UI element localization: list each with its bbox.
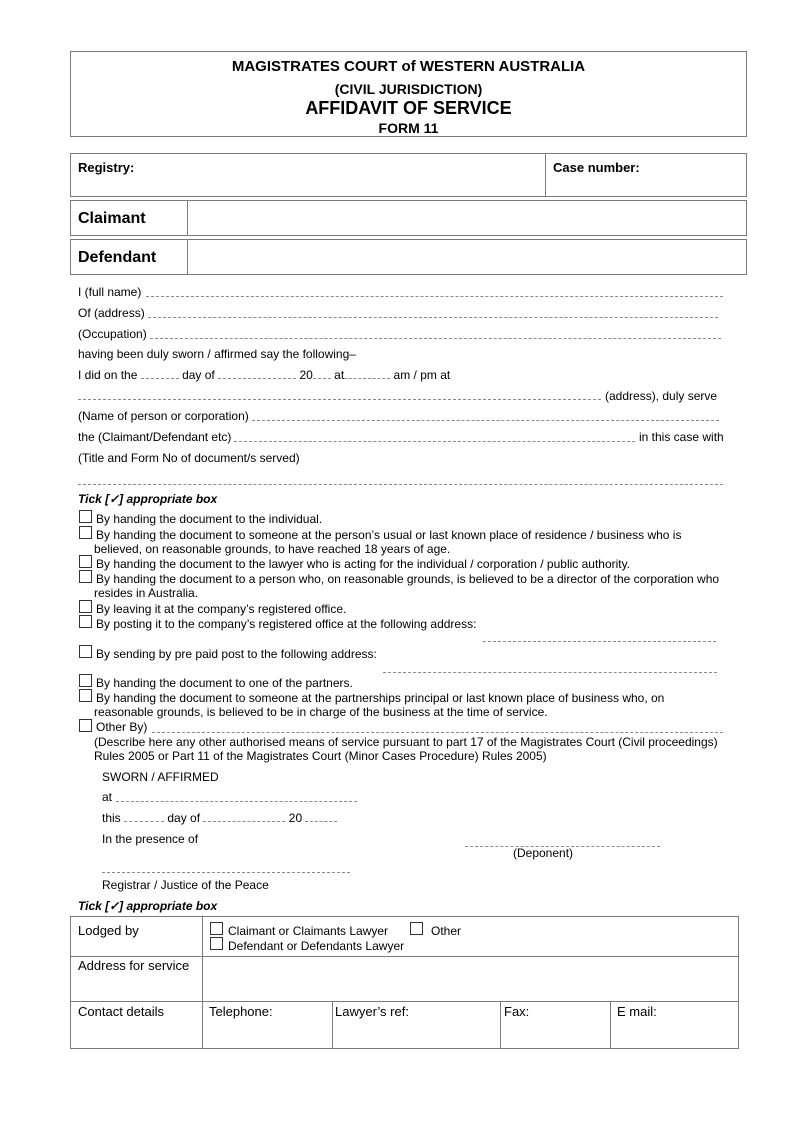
email-field[interactable] — [612, 1019, 737, 1047]
contact-details-label: Contact details — [78, 1004, 164, 1019]
did-on-the-text: I did on the — [78, 368, 138, 382]
party-label: the (Claimant/Defendant etc) — [78, 430, 232, 444]
service-year-field[interactable] — [313, 369, 331, 379]
full-name-field[interactable] — [146, 286, 723, 297]
registered-office-address-field[interactable] — [483, 631, 716, 642]
method-checkbox-6[interactable] — [79, 615, 92, 628]
person-name-field[interactable] — [252, 410, 719, 421]
prepaid-post-address-field[interactable] — [383, 662, 717, 673]
fax-label: Fax: — [504, 1004, 530, 1019]
case-number-label: Case number: — [553, 160, 640, 175]
address-for-service-label: Address for service — [78, 958, 190, 973]
claimant-box — [70, 200, 747, 236]
service-time-field[interactable] — [344, 369, 390, 379]
method-label-9: By handing the document to someone at the partnerships principal or last known place of business who, on — [96, 691, 665, 705]
year-prefix: 20 — [299, 368, 313, 382]
lodged-by-label: Lodged by — [78, 923, 139, 938]
method-label-8: By handing the document to one of the partners. — [96, 676, 353, 690]
defendant-lawyer-label: Defendant or Defendants Lawyer — [228, 939, 405, 953]
method-label-1: By handing the document to the individual. — [96, 512, 323, 526]
at-text: at — [334, 368, 345, 382]
method-checkbox-1[interactable] — [79, 510, 92, 523]
jurat-date-line — [102, 811, 337, 825]
party-field[interactable] — [234, 431, 635, 442]
fax-field[interactable] — [502, 1019, 609, 1047]
full-name-label: I (full name) — [78, 285, 142, 299]
method-label-4: By handing the document to a person who, on reasonable grounds, is believed to be a director of the corporation who — [96, 572, 720, 586]
method-label-7: By sending by pre paid post to the following address: — [96, 647, 377, 661]
jurat-day-field[interactable] — [124, 812, 164, 822]
jurat-month-field[interactable] — [203, 812, 285, 822]
address-label: Of (address) — [78, 306, 145, 320]
method-checkbox-9[interactable] — [79, 689, 92, 702]
defendant-lawyer-checkbox[interactable] — [210, 937, 223, 950]
method-checkbox-4[interactable] — [79, 570, 92, 583]
jurat-year-prefix: 20 — [288, 811, 303, 825]
lawyers-ref-label: Lawyer’s ref: — [335, 1004, 409, 1019]
occupation-label: (Occupation) — [78, 327, 147, 341]
method-label-other: Other By) — [96, 720, 148, 734]
other-method-field[interactable] — [152, 722, 723, 733]
registry-label: Registry: — [78, 160, 135, 175]
deponent-label: (Deponent) — [513, 846, 574, 860]
claimant-lawyer-checkbox[interactable] — [210, 922, 223, 935]
defendant-box — [70, 239, 747, 275]
jurat-year-field[interactable] — [305, 812, 337, 822]
in-this-case-with-text: in this case with — [639, 430, 724, 444]
claimant-label: Claimant — [78, 210, 146, 227]
address-for-service-field[interactable] — [204, 958, 738, 1000]
jurat-day-of-text: day of — [167, 811, 201, 825]
address-field[interactable] — [148, 307, 718, 318]
defendant-label: Defendant — [78, 249, 157, 266]
service-address-field[interactable] — [78, 389, 601, 400]
telephone-field[interactable] — [204, 1019, 331, 1047]
address-duly-serve-text: (address), duly serve — [605, 389, 718, 403]
am-pm-text: am / pm at — [393, 368, 451, 382]
method-label-2: By handing the document to someone at the person’s usual or last known place of residence / business who is — [96, 528, 682, 542]
other-note-line2: Rules 2005 or Part 11 of the Magistrates Court (Minor Cases Procedure) Rules 2005) — [94, 749, 547, 763]
telephone-label: Telephone: — [209, 1004, 273, 1019]
form-number: FORM 11 — [378, 120, 439, 136]
email-label: E mail: — [617, 1004, 657, 1019]
day-of-text: day of — [182, 368, 215, 382]
other-checkbox[interactable] — [410, 922, 423, 935]
defendant-field[interactable] — [189, 240, 746, 274]
document-title-field[interactable] — [78, 474, 723, 485]
method-checkbox-8[interactable] — [79, 674, 92, 687]
method-label-5: By leaving it at the company’s registered office. — [96, 602, 347, 616]
method-checkbox-7[interactable] — [79, 645, 92, 658]
court-name: MAGISTRATES COURT of WESTERN AUSTRALIA — [231, 58, 586, 75]
registry-case-box — [70, 153, 747, 197]
lodgement-tick-heading: Tick [✓] appropriate box — [78, 899, 218, 913]
form-title: AFFIDAVIT OF SERVICE — [305, 98, 512, 118]
lawyers-ref-field[interactable] — [334, 1019, 499, 1047]
registrar-label: Registrar / Justice of the Peace — [102, 878, 269, 892]
method-checkbox-5[interactable] — [79, 600, 92, 613]
case-number-field[interactable] — [553, 176, 743, 196]
method-label-2-cont: believed, on reasonable grounds, to have reached 18 years of age. — [94, 542, 451, 556]
tick-heading: Tick [✓] appropriate box — [78, 492, 218, 506]
service-date-line — [78, 368, 450, 382]
document-title-label: (Title and Form No of document/s served) — [78, 451, 300, 465]
method-label-6: By posting it to the company’s registered office at the following address: — [96, 617, 477, 631]
jurisdiction: (CIVIL JURISDICTION) — [334, 81, 483, 97]
form-header — [70, 51, 747, 137]
method-label-3: By handing the document to the lawyer who is acting for the individual / corporation / public authority. — [96, 557, 631, 571]
person-name-label: (Name of person or corporation) — [78, 409, 249, 423]
jurat-place-field[interactable] — [116, 791, 357, 802]
method-checkbox-3[interactable] — [79, 555, 92, 568]
sworn-statement: having been duly sworn / affirmed say the following– — [78, 347, 356, 361]
method-checkbox-other[interactable] — [79, 719, 92, 732]
other-note-line1: (Describe here any other authorised means of service pursuant to part 17 of the Magistrates Court (Civil proceedings) — [94, 735, 718, 749]
method-label-9-cont: reasonable grounds, is believed to be in charge of the business at the time of service. — [94, 705, 548, 719]
method-checkbox-2[interactable] — [79, 526, 92, 539]
sworn-affirmed-label: SWORN / AFFIRMED — [102, 770, 219, 784]
method-label-4-cont: resides in Australia. — [94, 586, 199, 600]
in-presence-of-label: In the presence of — [102, 832, 199, 846]
occupation-field[interactable] — [150, 328, 721, 339]
lodgement-table — [70, 916, 739, 1049]
jurat-this-text: this — [102, 811, 121, 825]
other-label: Other — [431, 924, 462, 938]
registry-field[interactable] — [151, 156, 541, 194]
service-month-field[interactable] — [218, 369, 296, 379]
service-day-field[interactable] — [141, 369, 179, 379]
claimant-lawyer-label: Claimant or Claimants Lawyer — [228, 924, 389, 938]
registrar-signature-field[interactable] — [102, 862, 350, 873]
claimant-field[interactable] — [189, 201, 746, 235]
jurat-at-label: at — [102, 790, 113, 804]
